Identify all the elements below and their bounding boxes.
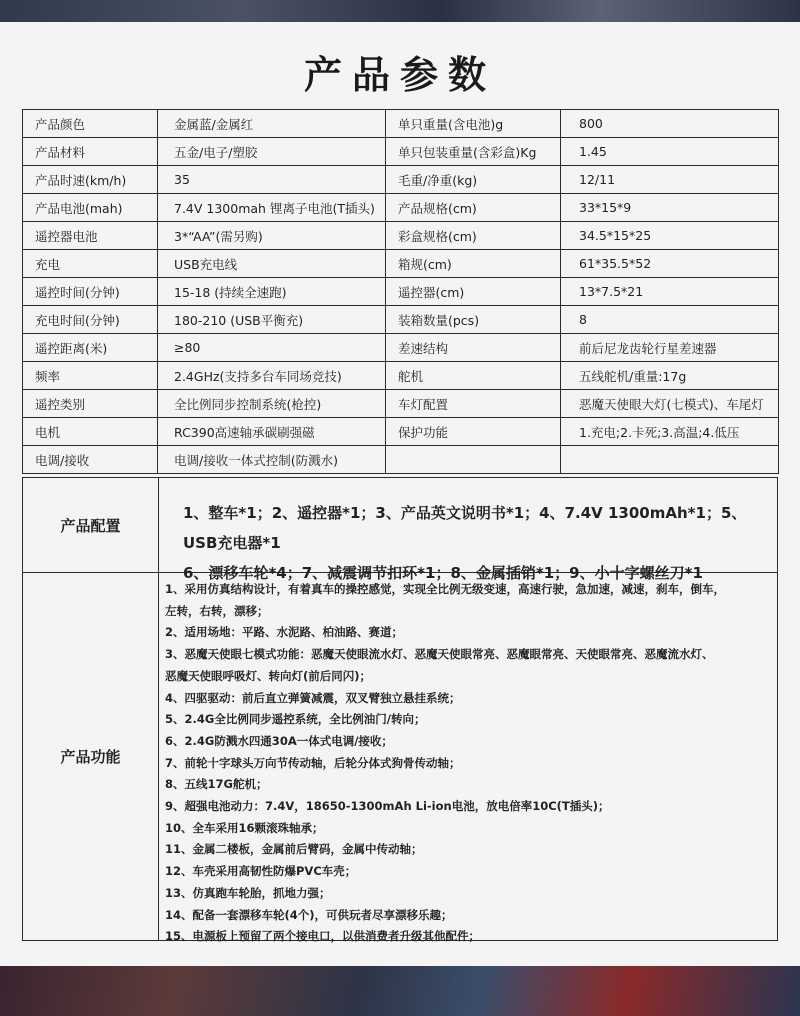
spec-value: 3*“AA”(需另购) <box>158 222 386 250</box>
spec-value: 全比例同步控制系统(枪控) <box>158 390 386 418</box>
spec-label: 充电时间(分钟) <box>23 306 158 334</box>
spec-value: USB充电线 <box>158 250 386 278</box>
spec-label: 遥控器(cm) <box>386 278 561 306</box>
spec-value: 2.4GHz(支持多台车同场竞技) <box>158 362 386 390</box>
spec-label: 舵机 <box>386 362 561 390</box>
spec-row <box>23 110 779 138</box>
page-title: 产品参数 <box>303 53 496 97</box>
function-line: 6、2.4G防溅水四通30A一体式电调/接收； <box>165 733 393 748</box>
spec-value: 恶魔天使眼大灯(七模式)、车尾灯 <box>561 390 779 418</box>
spec-label: 产品电池(mah) <box>23 194 158 222</box>
spec-label: 箱规(cm) <box>386 250 561 278</box>
function-line: 13、仿真跑车轮胎，抓地力强； <box>165 885 331 900</box>
function-line: 12、车壳采用高韧性防爆PVC车壳； <box>165 864 357 879</box>
spec-value: 金属蓝/金属红 <box>158 110 386 138</box>
spec-label: 产品颜色 <box>23 110 158 138</box>
spec-row <box>23 138 779 166</box>
function-line: 2、适用场地：平路、水泥路、柏油路、赛道； <box>165 625 403 640</box>
spec-value: 1.45 <box>561 138 779 166</box>
spec-label: 遥控类别 <box>23 390 158 418</box>
spec-label: 产品材料 <box>23 138 158 166</box>
function-line: 10、全车采用16颗滚珠轴承； <box>165 820 324 835</box>
spec-row <box>23 194 779 222</box>
spec-label: 遥控器电池 <box>23 222 158 250</box>
spec-value: 33*15*9 <box>561 194 779 222</box>
spec-label: 彩盒规格(cm) <box>386 222 561 250</box>
function-line: 5、2.4G全比例同步遥控系统，全比例油门/转向； <box>165 712 426 727</box>
spec-label: 电机 <box>23 418 158 446</box>
spec-value: 15-18 (持续全速跑) <box>158 278 386 306</box>
spec-label: 电调/接收 <box>23 446 158 474</box>
function-line: 恶魔天使眼呼吸灯、转向灯(前后同闪)； <box>165 668 372 683</box>
top-decorative-band <box>0 0 800 22</box>
function-line: 11、金属二楼板，金属前后臂码，金属中传动轴； <box>165 842 423 857</box>
spec-row <box>23 306 779 334</box>
spec-row <box>23 334 779 362</box>
function-line: 9、超强电池动力：7.4V，18650-1300mAh Li-ion电池，放电倍率10C(T插头)； <box>165 799 610 814</box>
functions-content <box>165 579 771 948</box>
spec-label: 充电 <box>23 250 158 278</box>
config-line: 6、漂移车轮*4；7、减震调节扣环*1；8、金属插销*1；9、小十字螺丝刀*1 <box>183 564 703 582</box>
spec-row <box>23 418 779 446</box>
spec-label: 差速结构 <box>386 334 561 362</box>
spec-value: 1.充电;2.卡死;3.高温;4.低压 <box>561 418 779 446</box>
function-line: 3、恶魔天使眼七模式功能：恶魔天使眼流水灯、恶魔天使眼常亮、恶魔眼常亮、天使眼常亮、恶魔流水灯、 <box>165 647 714 662</box>
spec-value: 180-210 (USB平衡充) <box>158 306 386 334</box>
spec-label: 毛重/净重(kg) <box>386 166 561 194</box>
function-line: 15、电源板上预留了两个接电口，以供消费者升级其他配件； <box>165 929 481 944</box>
spec-value: RC390高速轴承碳刷强磁 <box>158 418 386 446</box>
spec-value: 7.4V 1300mah 锂离子电池(T插头) <box>158 194 386 222</box>
spec-value: 13*7.5*21 <box>561 278 779 306</box>
spec-value: 五线舵机/重量:17g <box>561 362 779 390</box>
spec-label: 车灯配置 <box>386 390 561 418</box>
config-section <box>22 477 778 582</box>
spec-value: 电调/接收一体式控制(防溅水) <box>158 446 386 474</box>
spec-table <box>22 109 779 474</box>
spec-label: 产品时速(km/h) <box>23 166 158 194</box>
config-line: 1、整车*1；2、遥控器*1；3、产品英文说明书*1；4、7.4V 1300mAh*1；5、USB充电器*1 <box>183 504 747 552</box>
spec-label: 遥控距离(米) <box>23 334 158 362</box>
function-line: 左转，右转，漂移； <box>165 603 269 618</box>
spec-value: 35 <box>158 166 386 194</box>
functions-label: 产品功能 <box>23 573 159 940</box>
spec-label: 单只重量(含电池)g <box>386 110 561 138</box>
spec-label: 单只包装重量(含彩盒)Kg <box>386 138 561 166</box>
function-line: 1、采用仿真结构设计，有着真车的操控感觉，实现全比例无级变速，高速行驶，急加速，减速，刹车，倒车， <box>165 582 725 596</box>
spec-label: 遥控时间(分钟) <box>23 278 158 306</box>
spec-value: 五金/电子/塑胶 <box>158 138 386 166</box>
spec-value: 800 <box>561 110 779 138</box>
functions-section <box>22 573 778 944</box>
config-label: 产品配置 <box>23 478 159 572</box>
spec-value: 12/11 <box>561 166 779 194</box>
spec-value: 8 <box>561 306 779 334</box>
spec-value: 61*35.5*52 <box>561 250 779 278</box>
function-line: 14、配备一套漂移车轮(4个)，可供玩者尽享漂移乐趣； <box>165 907 453 922</box>
spec-value <box>561 446 779 474</box>
spec-value: ≥80 <box>158 334 386 362</box>
spec-label: 保护功能 <box>386 418 561 446</box>
spec-label: 频率 <box>23 362 158 390</box>
spec-row <box>23 222 779 250</box>
spec-value: 前后尼龙齿轮行星差速器 <box>561 334 779 362</box>
spec-row <box>23 278 779 306</box>
function-line: 4、四驱驱动：前后直立弹簧减震，双叉臂独立悬挂系统； <box>165 690 461 705</box>
function-line: 8、五线17G舵机； <box>165 777 268 792</box>
spec-label: 产品规格(cm) <box>386 194 561 222</box>
function-line: 7、前轮十字球头万向节传动轴，后轮分体式狗骨传动轴； <box>165 755 461 770</box>
spec-row <box>23 446 779 474</box>
spec-row <box>23 362 779 390</box>
bottom-decorative-band <box>0 966 800 1016</box>
spec-label: 装箱数量(pcs) <box>386 306 561 334</box>
spec-value: 34.5*15*25 <box>561 222 779 250</box>
spec-row <box>23 166 779 194</box>
spec-row <box>23 390 779 418</box>
spec-row <box>23 250 779 278</box>
spec-label <box>386 446 561 474</box>
